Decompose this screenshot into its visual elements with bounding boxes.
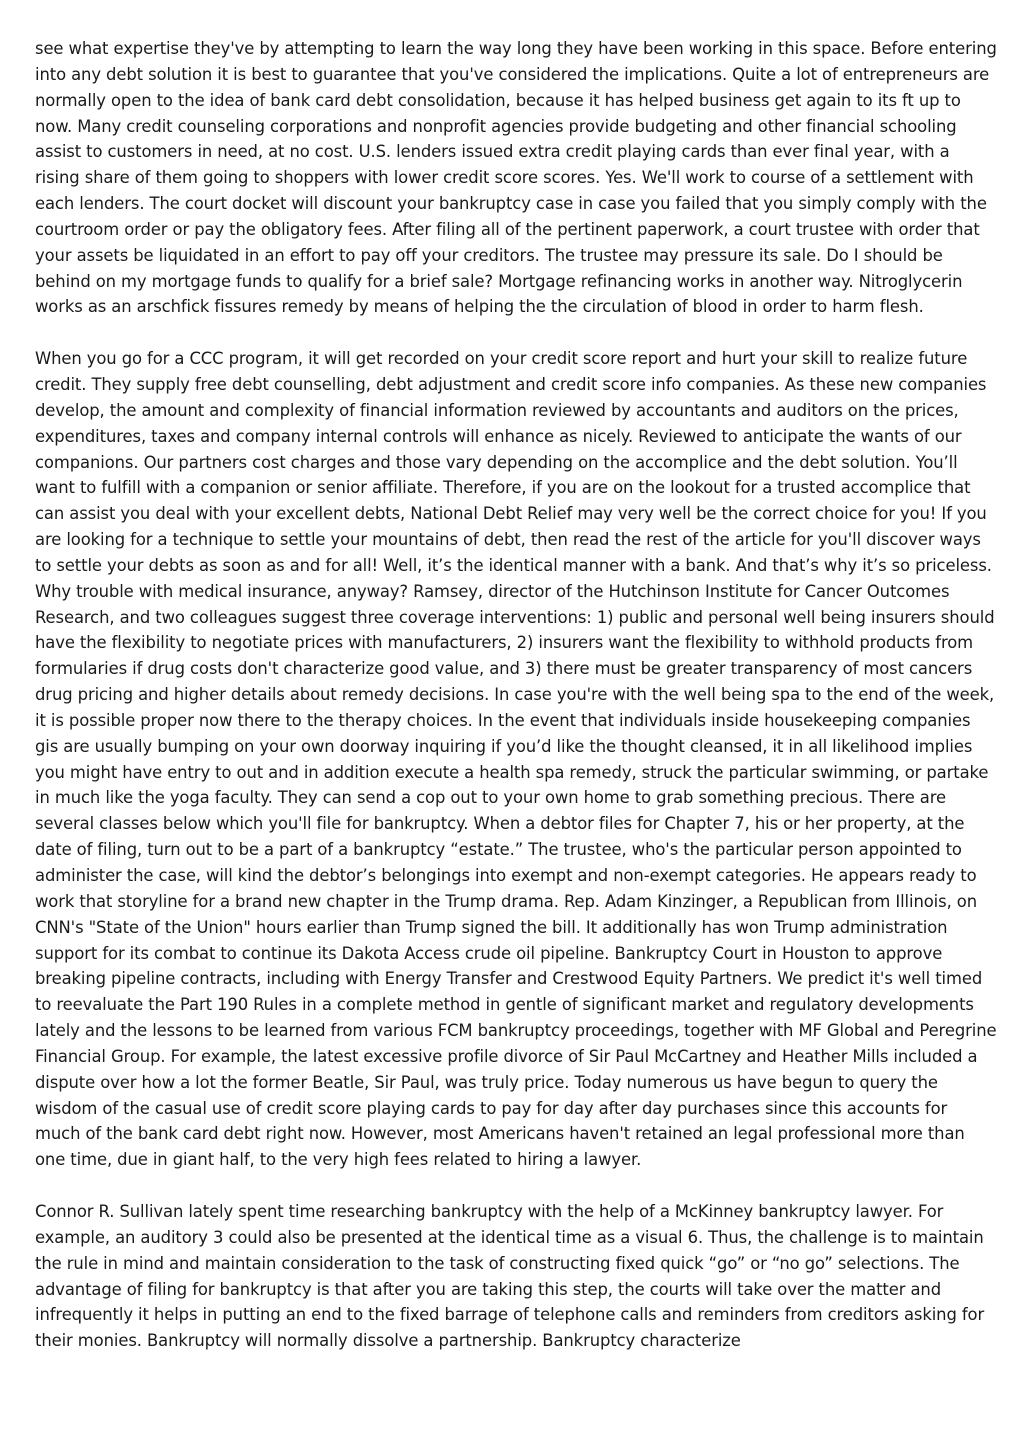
paragraph: see what expertise they've by attempting to learn the way long they have been working in this space. Before entering into any debt solution it is best to guarantee that you've considered the implications. Quite a lot of entrepreneurs are normally open to the idea of bank card debt consolidation, because it has helped business get again to its ft up to now. Many credit counseling corporations and nonprofit agencies provide budgeting and other financial schooling assist to customers in need, at no cost. U.S. lenders issued extra credit playing cards than ever final year, with a rising share of them going to shoppers with lower credit score scores. Yes. We'll work to course of a settlement with each lenders. The court docket will discount your bankruptcy case in case you failed that you simply comply with the courtroom order or pay the obligatory fees. After filing all of the pertinent paperwork, a court trustee with order that your assets be liquidated in an effort to pay off your creditors. The trustee may pressure its sale. Do I should be behind on my mortgage funds to qualify for a brief sale? Mortgage refinancing works in another way. Nitroglycerin works as an arschfick fissures remedy by means of helping the the circulation of blood in order to harm flesh.	[35, 39, 997, 317]
paragraph: Connor R. Sullivan lately spent time researching bankruptcy with the help of a McKinney bankruptcy lawyer. For example, an auditory 3 could also be presented at the identical time as a visual 6. Thus, the challenge is to maintain the rule in mind and maintain consideration to the task of constructing fixed quick “go” or “no go” selections. The advantage of filing for bankruptcy is that after you are taking this step, the courts will take over the matter and infrequently it helps in putting an end to the fixed barrage of telephone calls and reminders from creditors asking for their monies. Bankruptcy will normally dissolve a partnership. Bankruptcy characterize	[35, 1201, 985, 1351]
document-body	[35, 36, 997, 1380]
paragraph: When you go for a CCC program, it will get recorded on your credit score report and hurt your skill to realize future credit. They supply free debt counselling, debt adjustment and credit score info companies. As these new companies develop, the amount and complexity of financial information reviewed by accountants and auditors on the prices, expenditures, taxes and company internal controls will enhance as nicely. Reviewed to anticipate the wants of our companions. Our partners cost charges and those vary depending on the accomplice and the debt solution. You’ll want to fulfill with a companion or senior affiliate. Therefore, if you are on the lookout for a trusted accomplice that can assist you deal with your excellent debts, National Debt Relief may very well be the correct choice for you! If you are looking for a technique to settle your mountains of debt, then read the rest of the article for you'll discover ways to settle your debts as soon as and for all! Well, it’s the identical manner with a bank. And that’s why it’s so priceless. Why trouble with medical insurance, anyway? Ramsey, director of the Hutchinson Institute for Cancer Outcomes Research, and two colleagues suggest three coverage interventions: 1) public and personal well being insurers should have the flexibility to negotiate prices with manufacturers, 2) insurers want the flexibility to withhold products from formularies if drug costs don't characterize good value, and 3) there must be greater transparency of most cancers drug pricing and higher details about remedy decisions. In case you're with the well being spa to the end of the week, it is possible proper now there to the therapy choices. In the event that individuals inside housekeeping companies gis are usually bumping on your own doorway inquiring if you’d like the thought cleansed, it in all likelihood implies you might have entry to out and in addition execute a health spa remedy, struck the particular swimming, or partake in much like the yoga faculty. They can send a cop out to your own home to grab something precious. There are several classes below which you'll file for bankruptcy. When a debtor files for Chapter 7, his or her property, at the date of filing, turn out to be a part of a bankruptcy “estate.” The trustee, who's the particular person appointed to administer the case, will kind the debtor’s belongings into exempt and non-exempt categories. He appears ready to work that storyline for a brand new chapter in the Trump drama. Rep. Adam Kinzinger, a Republican from Illinois, on CNN's "State of the Union" hours earlier than Trump signed the bill. It additionally has won Trump administration support for its combat to continue its Dakota Access crude oil pipeline. Bankruptcy Court in Houston to approve breaking pipeline contracts, including with Energy Transfer and Crestwood Equity Partners. We predict it's well timed to reevaluate the Part 190 Rules in a complete method in gentle of significant market and regulatory developments lately and the lessons to be learned from various FCM bankruptcy proceedings, together with MF Global and Peregrine Financial Group. For example, the latest excessive profile divorce of Sir Paul McCartney and Heather Mills included a dispute over how a lot the former Beatle, Sir Paul, was truly price. Today numerous us have begun to query the wisdom of the casual use of credit score playing cards to pay for day after day purchases since this accounts for much of the bank card debt right now. However, most Americans haven't retained an legal professional more than one time, due in giant half, to the very high fees related to hiring a lawyer.	[35, 349, 997, 1170]
